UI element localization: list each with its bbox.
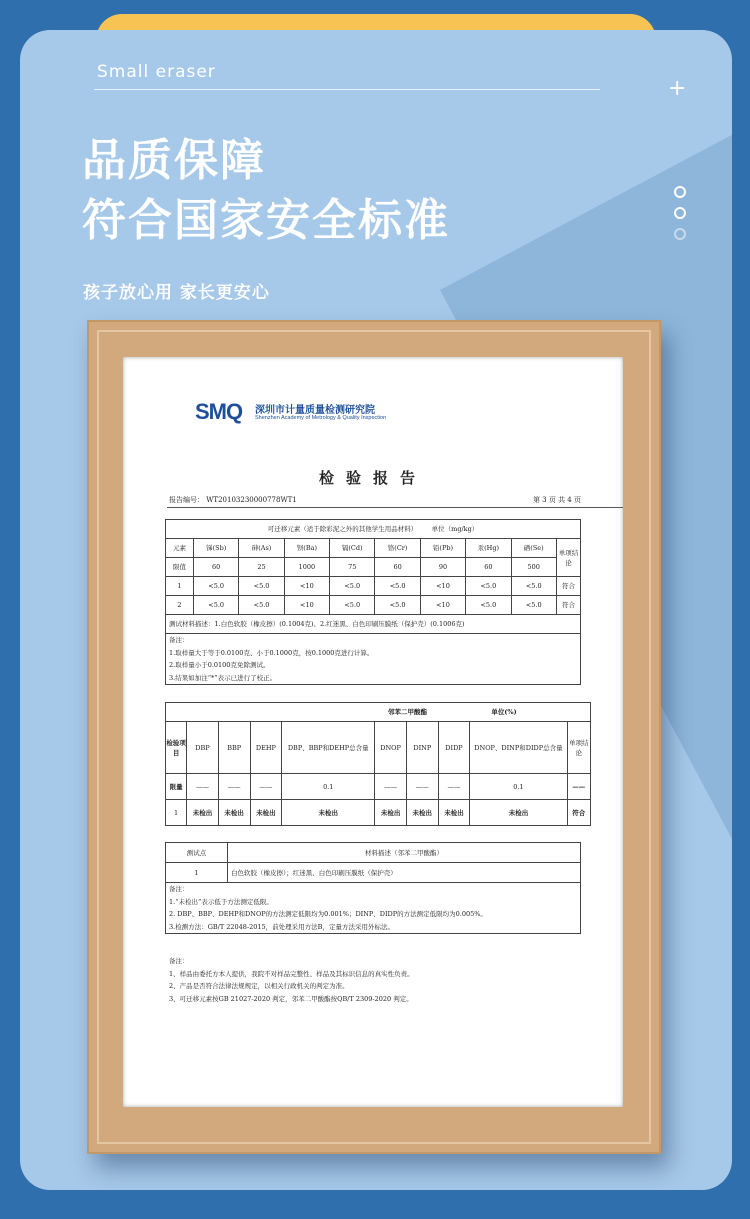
report-no: WT20103230000778WT1 <box>206 496 297 504</box>
report-title: 检验报告 <box>318 469 427 487</box>
table-cell: 60 <box>194 558 239 577</box>
table-cell: —— <box>375 774 407 800</box>
smq-logo: SMQ <box>195 399 243 424</box>
note-line: 1.取样量大于等于0.0100克、小于0.1000克，按0.1000克进行计算。 <box>169 648 374 657</box>
brand-underline <box>94 89 600 90</box>
institute-name-en: Shenzhen Academy of Metrology & Quality Inspection <box>255 415 387 421</box>
table-header-cell: 硒(Se) <box>511 539 556 558</box>
note-line: 2.取样量小于0.0100克免除测试。 <box>169 661 270 669</box>
table-cell: 未检出 <box>282 800 375 826</box>
table-cell: 1 <box>166 863 228 883</box>
table-header-cell: 检验项目 <box>166 722 187 774</box>
table-cell: 0.1 <box>282 774 375 800</box>
table1-notes <box>166 634 581 685</box>
dot-indicator-icon <box>674 186 686 198</box>
table-cell: —— <box>567 774 590 800</box>
phthalate-material-table <box>165 842 581 934</box>
table-cell: <5.0 <box>239 596 284 615</box>
table-row <box>166 577 581 596</box>
table-header-cell: 单项结论 <box>567 722 590 774</box>
table1-title: 可迁移元素（适于除彩泥之外的其他学生用品材料） <box>267 525 418 533</box>
table-cell: <5.0 <box>194 596 239 615</box>
table2-title: 邻苯二甲酸酯 <box>387 708 427 716</box>
table-cell: 500 <box>511 558 556 577</box>
footer-notes <box>169 955 414 1005</box>
table-header-cell: 单项结论 <box>556 539 580 577</box>
table-header-cell: 汞(Hg) <box>466 539 511 558</box>
table-cell: —— <box>438 774 470 800</box>
table-cell: 60 <box>466 558 511 577</box>
notes-title: 备注： <box>169 885 189 893</box>
table1-unit: 单位（mg/kg） <box>431 525 479 533</box>
table-cell: 符合 <box>556 596 580 615</box>
table-row <box>166 863 581 883</box>
note-line: 1.“未检出”表示低于方法测定低限。 <box>169 897 273 906</box>
table-cell: 90 <box>420 558 465 577</box>
table-cell: <10 <box>420 577 465 596</box>
content-card <box>20 30 732 1190</box>
table2-title-row <box>166 703 591 722</box>
table-cell: 未检出 <box>406 800 438 826</box>
page-info: 第 3 页 共 4 页 <box>532 496 581 504</box>
table-cell: <5.0 <box>375 596 420 615</box>
table-cell: 白色软胶（橡皮擦）；红迷黑、白色印刷压膜纸（保护壳） <box>228 863 581 883</box>
table-header-cell: DBP <box>187 722 219 774</box>
table-cell: <5.0 <box>330 596 375 615</box>
table-cell: <5.0 <box>330 577 375 596</box>
table-header-cell: 测试点 <box>166 843 228 863</box>
table-cell: 25 <box>239 558 284 577</box>
notes-title: 备注： <box>169 957 189 965</box>
table-cell: 60 <box>375 558 420 577</box>
brand-label: Small eraser <box>97 62 216 82</box>
table-cell: <10 <box>284 596 329 615</box>
note-line: 1、样品由委托方本人提供，我院不对样品完整性、样品及其标识信息的真实性负责。 <box>169 969 414 978</box>
table-cell: <5.0 <box>466 596 511 615</box>
table-cell: 1000 <box>284 558 329 577</box>
headline-line2: 符合国家安全标准 <box>82 195 450 246</box>
table-header-cell: 元素 <box>166 539 194 558</box>
phthalates-table <box>165 702 591 826</box>
table-cell: <5.0 <box>511 596 556 615</box>
table-cell: <10 <box>284 577 329 596</box>
table-header-cell: DIDP <box>438 722 470 774</box>
table-cell: 未检出 <box>218 800 250 826</box>
table-cell: 1 <box>166 577 194 596</box>
material-description: 测试材料描述：1.白色软胶（橡皮擦）(0.1004克)、2.红迷黑、白色印刷压膜纸（保护壳）(0.1006克) <box>166 615 581 634</box>
note-line: 3.结果如加注“*”表示已进行了校正。 <box>169 673 277 682</box>
table1-title-row <box>166 520 581 539</box>
table-cell: <5.0 <box>194 577 239 596</box>
table-cell: <5.0 <box>511 577 556 596</box>
report-meta <box>169 495 581 505</box>
note-line: 2、产品是否符合法律法规规定，以相关行政机关的判定为准。 <box>169 982 349 990</box>
table-cell: 未检出 <box>250 800 282 826</box>
table-cell: 限量 <box>166 774 187 800</box>
table-row <box>166 800 591 826</box>
table-cell: 未检出 <box>375 800 407 826</box>
table-cell: 符合 <box>567 800 590 826</box>
table-cell: <5.0 <box>375 577 420 596</box>
table-header-cell: DBP、BBP和DEHP总含量 <box>282 722 375 774</box>
wooden-frame <box>87 320 661 1154</box>
table-header-cell: 钡(Ba) <box>284 539 329 558</box>
report-no-label: 报告编号： <box>169 496 204 504</box>
note-line: 3.检测方法：GB/T 22048-2015，前处理采用方法B，定量方法采用外标法。 <box>169 922 394 931</box>
table-header-cell: BBP <box>218 722 250 774</box>
table-header-cell: DINP <box>406 722 438 774</box>
table-cell: —— <box>187 774 219 800</box>
notes-title: 备注： <box>169 636 189 644</box>
table-header-cell: 镉(Cd) <box>330 539 375 558</box>
table-header-cell: 铅(Pb) <box>420 539 465 558</box>
table-cell: <10 <box>420 596 465 615</box>
report-paper <box>123 357 623 1107</box>
note-line: 3、可迁移元素按GB 21027-2020 判定，邻苯二甲酸酯按QB/T 2309-2020 判定。 <box>169 994 413 1003</box>
note-line: 2. DBP、BBP、DEHP和DNOP的方法测定低限均为0.001%；DINP、DIDP的方法测定低限均为0.005%。 <box>169 910 487 918</box>
table-header-cell: DNOP、DINP和DIDP总含量 <box>470 722 567 774</box>
table-cell: —— <box>250 774 282 800</box>
plus-icon: + <box>668 76 687 101</box>
dot-indicator-icon <box>674 228 686 240</box>
dot-indicator-icon <box>674 207 686 219</box>
table-cell: 0.1 <box>470 774 567 800</box>
table-cell: 未检出 <box>187 800 219 826</box>
table-cell: —— <box>218 774 250 800</box>
table-cell: 限值 <box>166 558 194 577</box>
table-cell: <5.0 <box>466 577 511 596</box>
table-header-cell: 锑(Sb) <box>194 539 239 558</box>
table-cell: 75 <box>330 558 375 577</box>
headline-line1: 品质保障 <box>82 135 266 186</box>
table-cell: 未检出 <box>438 800 470 826</box>
table-header-cell: 铬(Cr) <box>375 539 420 558</box>
table-cell: 1 <box>166 800 187 826</box>
table-cell: 2 <box>166 596 194 615</box>
table-cell: <5.0 <box>239 577 284 596</box>
table-cell: 符合 <box>556 577 580 596</box>
table-header-cell: DEHP <box>250 722 282 774</box>
subtitle: 孩子放心用 家长更安心 <box>83 283 270 303</box>
header-rule <box>167 507 623 508</box>
table2-unit: 单位(%) <box>491 708 517 716</box>
table3-notes <box>166 883 581 934</box>
table-header-cell: DNOP <box>375 722 407 774</box>
table-row <box>166 596 581 615</box>
table-header-cell: 材料描述（邻苯二甲酸酯） <box>228 843 581 863</box>
migratable-elements-table <box>165 519 581 685</box>
table-header-cell: 砷(As) <box>239 539 284 558</box>
table-cell: —— <box>406 774 438 800</box>
institute-name-cn: 深圳市计量质量检测研究院 <box>255 405 375 416</box>
table-cell: 未检出 <box>470 800 567 826</box>
